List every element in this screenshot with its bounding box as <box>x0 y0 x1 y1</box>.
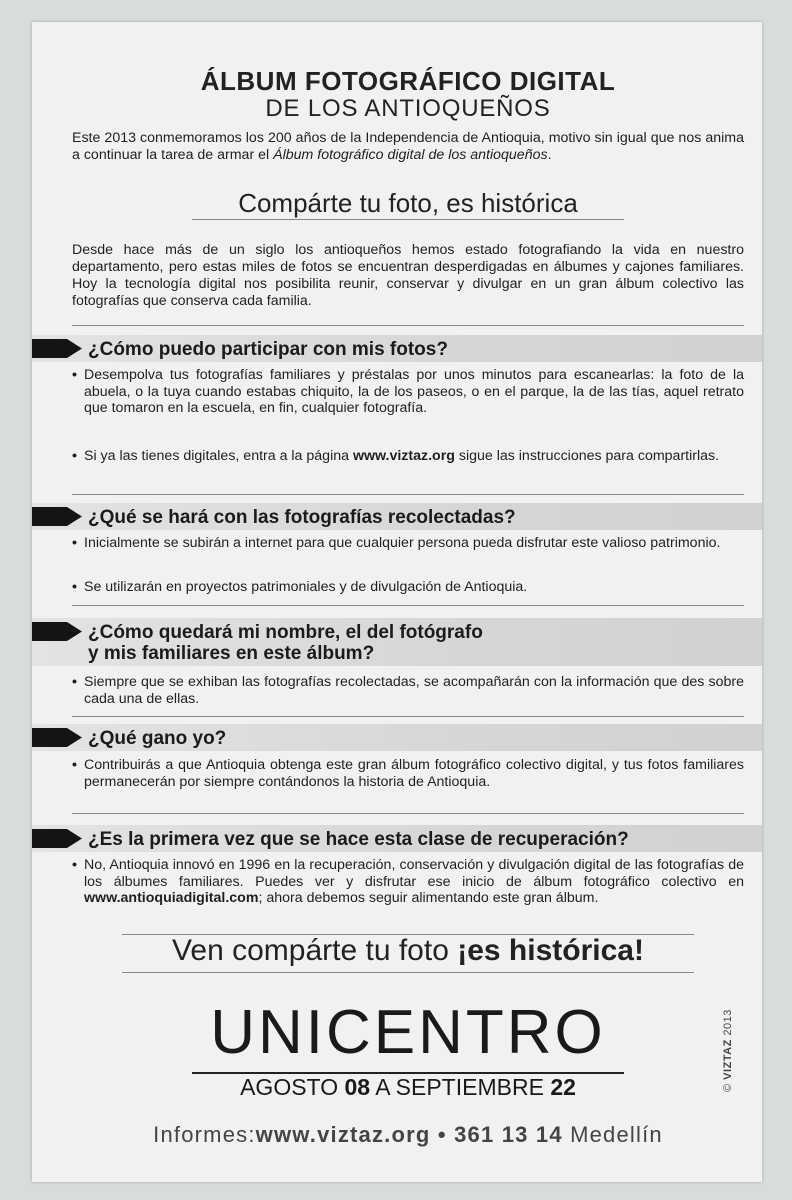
contact-info <box>72 1122 744 1148</box>
copyright-brand: VIZTAZ <box>722 1039 734 1080</box>
end-day: 22 <box>550 1074 576 1100</box>
viztaz-link[interactable]: www.viztaz.org <box>352 448 455 464</box>
intro-end: . <box>547 147 552 163</box>
divider <box>122 972 694 973</box>
cta-bold: ¡es histórica! <box>457 934 644 967</box>
divider <box>72 605 744 606</box>
subtitle: Compárte tu foto, es histórica <box>238 188 578 218</box>
bullet-text: Inicialmente se subirán a internet para que cualquier persona pueda disfrutar este valioso patrimonio. <box>84 535 721 551</box>
section-bullet <box>72 674 744 707</box>
venue-name: UNICENTRO <box>210 998 606 1067</box>
bullet-icon: • <box>72 367 77 383</box>
bullet-icon: • <box>72 535 77 551</box>
intro-italic: Álbum fotográfico digital de los antioqueños <box>273 147 548 163</box>
section-bullet <box>72 367 744 417</box>
section-bullet <box>72 448 744 465</box>
title-secondary: DE LOS ANTIOQUEÑOS <box>265 95 551 122</box>
bullet-text: Se utilizarán en proyectos patrimoniales y de divulgación de Antioquia. <box>84 579 528 595</box>
bullet-text: Siempre que se exhiban las fotografías recolectadas, se acompañarán con la información que des sobre cada una de ellas. <box>84 674 744 707</box>
description-paragraph: Desde hace más de un siglo los antioqueños hemos estado fotografiando la vida en nuestro departamento, pero estas miles de fotos se encuentran desperdigadas en álbumes y cajones familiares. Hoy la tecnología digital nos posibilita reunir, conservar y divulgar en un gran álbum colectivo las fotografías que conserva cada familia. <box>72 242 744 309</box>
bullet-icon: • <box>72 579 77 595</box>
section-question: ¿Cómo puedo participar con mis fotos? <box>88 339 448 360</box>
copyright-icon: © <box>722 1079 734 1092</box>
dates-text: A SEPTIEMBRE <box>370 1074 551 1100</box>
intro-text: Este 2013 conmemoramos los 200 años de la Independencia de Antioquia, motivo sin igual que nos anima a continuar la tarea de armar el <box>72 130 744 163</box>
divider <box>72 716 744 717</box>
bullet-text: ; ahora debemos seguir alimentando este gran álbum. <box>258 890 599 906</box>
footer-url-link[interactable]: www.viztaz.org <box>255 1122 431 1147</box>
cta-text: Ven compárte tu foto <box>172 934 458 967</box>
info-label: Informes: <box>153 1122 256 1147</box>
bullet-text: Si ya las tienes digitales, entra a la página <box>84 448 353 464</box>
question-line: y mis familiares en este álbum? <box>88 643 375 664</box>
bullet-icon: • <box>72 674 77 690</box>
antioquiadigital-link[interactable]: www.antioquiadigital.com <box>84 890 259 906</box>
title-main: ÁLBUM FOTOGRÁFICO DIGITAL <box>200 66 616 96</box>
bullet-text: Contribuirás a que Antioquia obtenga este gran álbum fotográfico colectivo digital, y tus fotos familiares permanecerán por siempre contándonos la historia de Antioquia. <box>84 757 744 790</box>
bullet-text: Desempolva tus fotografías familiares y préstalas por unos minutos para escanearlas: la foto de la abuela, o la tuya cuando estabas chiquito, la de los paseos, o en el parque, la de las tías, aquel retrato que tomaron en la escuela, en fin, cualquier fotografía. <box>84 367 744 416</box>
start-day: 08 <box>344 1074 371 1100</box>
arrow-icon <box>32 728 82 747</box>
arrow-icon <box>32 339 82 358</box>
divider <box>72 325 744 326</box>
call-to-action <box>72 934 744 968</box>
arrow-icon <box>32 622 82 641</box>
section-bullet <box>72 857 744 907</box>
arrow-icon <box>32 829 82 848</box>
separator: • <box>430 1122 455 1147</box>
section-bullet <box>72 579 744 596</box>
bullet-text: No, Antioquia innovó en 1996 en la recuperación, conservación y divulgación digital de las fotografías de los álbumes familiares. Puedes ver y disfrutar ese inicio de álbum fotográfico colectivo en <box>84 857 744 890</box>
section-question <box>88 622 748 664</box>
section-question: ¿Qué se hará con las fotografías recolectadas? <box>88 507 516 528</box>
section-bullet <box>72 535 744 552</box>
intro-paragraph <box>72 130 744 164</box>
section-bullet <box>72 757 744 790</box>
section-question: ¿Qué gano yo? <box>88 728 227 749</box>
event-dates <box>72 1074 744 1101</box>
arrow-icon <box>32 507 82 526</box>
divider <box>72 494 744 495</box>
section-question: ¿Es la primera vez que se hace esta clase de recuperación? <box>88 829 629 850</box>
phone-number: 361 13 14 <box>454 1122 563 1147</box>
divider <box>72 813 744 814</box>
bullet-text: sigue las instrucciones para compartirlas. <box>454 448 720 464</box>
question-line: ¿Cómo quedará mi nombre, el del fotógrafo <box>88 622 483 643</box>
bullet-icon: • <box>72 857 77 873</box>
city: Medellín <box>562 1122 663 1147</box>
bullet-icon: • <box>72 757 77 773</box>
copyright-notice <box>722 1009 734 1092</box>
subtitle-rule <box>192 219 624 220</box>
flyer-sheet <box>32 22 762 1182</box>
dates-text: AGOSTO <box>240 1074 345 1100</box>
bullet-icon: • <box>72 448 77 464</box>
copyright-year: 2013 <box>722 1009 734 1040</box>
